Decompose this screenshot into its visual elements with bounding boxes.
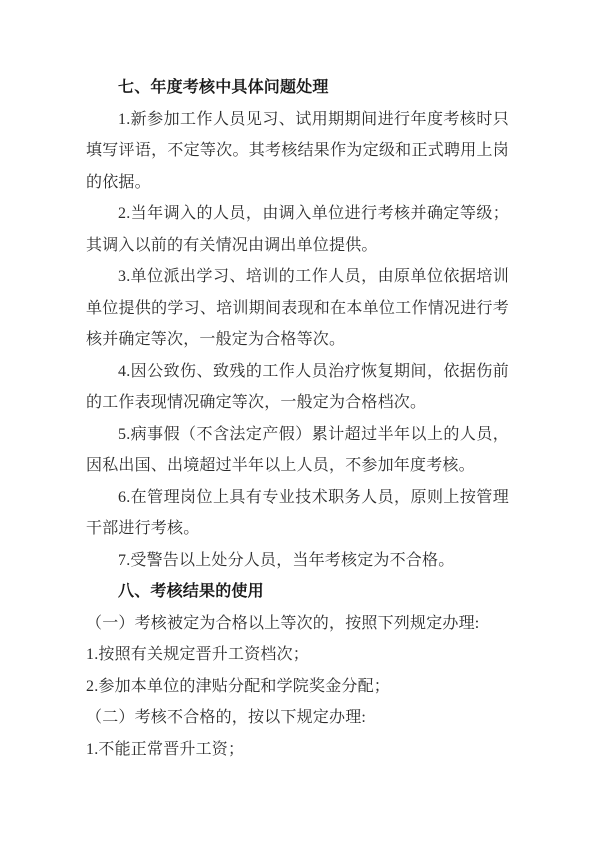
section8-rule1-item1: 1.按照有关规定晋升工资档次； [86,646,310,663]
section8-rule2-item1: 1.不能正常晋升工资； [86,740,245,758]
section8-rule1-item2: 2.参加本单位的津贴分配和学院奖金分配； [86,677,391,695]
section7-item4: 4.因公致伤、致残的工作人员治疗恢复期间，依据伤前的工作表现情况确定等次，一般定为合格档次。 [86,362,509,411]
section7-item3: 3.单位派出学习、培训的工作人员，由原单位依据培训单位提供的学习、培训期间表现和在本单位工作情况进行考核并确定等次，一般定为合格等次。 [86,268,509,348]
section8-rule1-intro: （一）考核被定为合格以上等次的，按照下列规定办理: [86,614,480,632]
section8-rule2-intro: （二）考核不合格的，按以下规定办理: [86,709,367,726]
section8-heading: 八、考核结果的使用 [118,583,264,600]
section7-item6: 6.在管理岗位上具有专业技术职务人员，原则上按管理干部进行考核。 [86,488,509,537]
section7-item7: 7.受警告以上处分人员，当年考核定为不合格。 [118,551,455,569]
section7-item5: 5.病事假（不含法定产假）累计超过半年以上的人员，因私出国、出境超过半年以上人员，不参加年度考核。 [86,425,509,474]
section7-item2: 2.当年调入的人员，由调入单位进行考核并确定等级；其调入以前的有关情况由调出单位提供。 [86,205,509,254]
section7-heading: 七、年度考核中具体问题处理 [118,79,329,96]
section7-item1: 1.新参加工作人员见习、试用期期间进行年度考核时只填写评语，不定等次。其考核结果作为定级和正式聘用上岗的依据。 [86,110,509,191]
document-content [86,72,509,765]
